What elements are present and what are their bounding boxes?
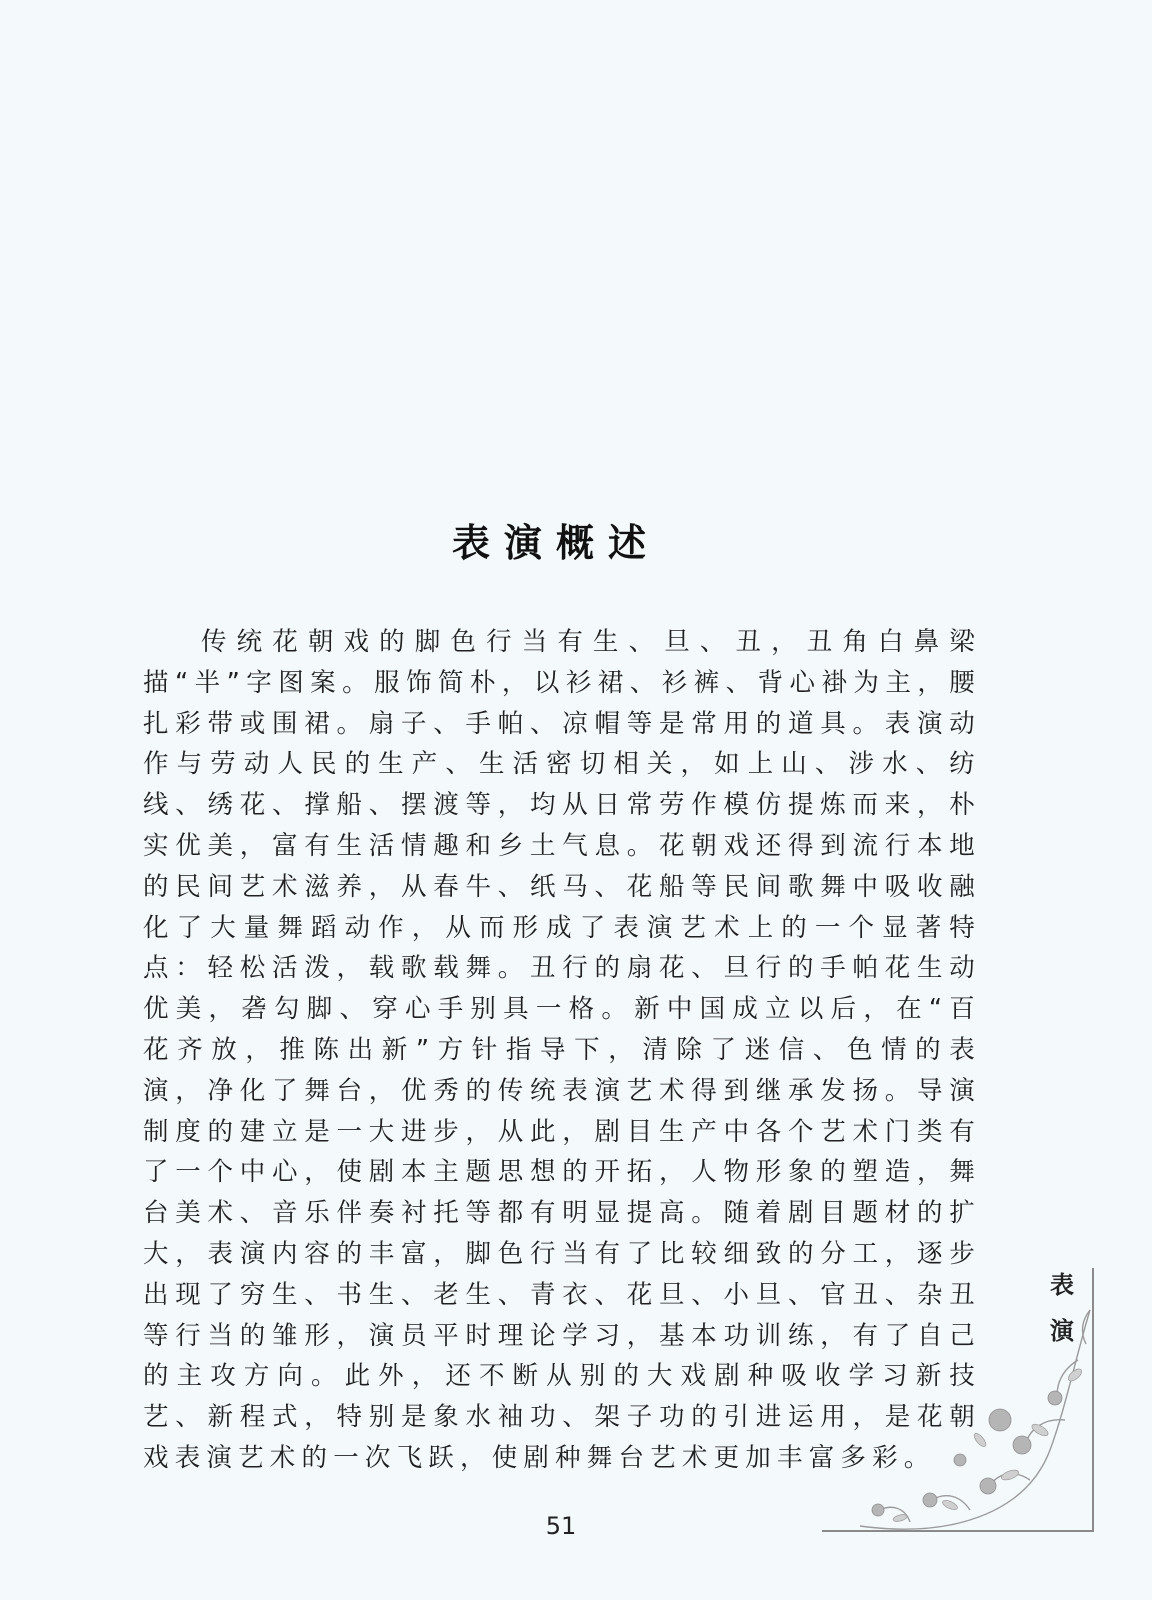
page-title: 表演概述 (451, 521, 660, 565)
body-paragraph: 传统花朝戏的脚色行当有生、旦、丑，丑角白鼻梁描“半”字图案。服饰简朴，以衫裙、衫裤、背心褂为主，腰扎彩带或围裙。扇子、手帕、凉帽等是常用的道具。表演动作与劳动人民的生产、生活密切相关，如上山、涉水、纺线、绣花、撑船、摆渡等，均从日常劳作模仿提炼而来，朴实优美，富有生活情趣和乡土气息。花朝戏还得到流行本地的民间艺术滋养，从春牛、纸马、花船等民间歌舞中吸收融化了大量舞蹈动作，从而形成了表演艺术上的一个显著特点：轻松活泼，载歌载舞。丑行的扇花、旦行的手帕花生动优美，砻勾脚、穿心手别具一格。新中国成立以后，在“百花齐放，推陈出新”方针指导下，清除了迷信、色情的表演，净化了舞台，优秀的传统表演艺术得到继承发扬。导演制度的建立是一大进步，从此，剧目生产中各个艺术门类有了一个中心，使剧本主题思想的开拓，人物形象的塑造，舞台美术、音乐伴奏衬托等都有明显提高。随着剧目题材的扩大，表演内容的丰富，脚色行当有了比较细致的分工，逐步出现了穷生、书生、老生、青衣、花旦、小旦、官丑、杂丑等行当的雏形，演员平时理论学习，基本功训练，有了自己的主攻方向。此外，还不断从别的大戏剧种吸收学习新技艺、新程式，特别是象水袖功、架子功的引进运用，是花朝戏表演艺术的一次飞跃，使剧种舞台艺术更加丰富多彩。 (143, 627, 981, 1473)
page-number: 51 (545, 1512, 577, 1540)
floral-corner-ornament-icon (850, 1300, 1100, 1540)
side-tab-char: 表 (1050, 1270, 1074, 1299)
side-tab-char: 演 (1050, 1316, 1074, 1345)
